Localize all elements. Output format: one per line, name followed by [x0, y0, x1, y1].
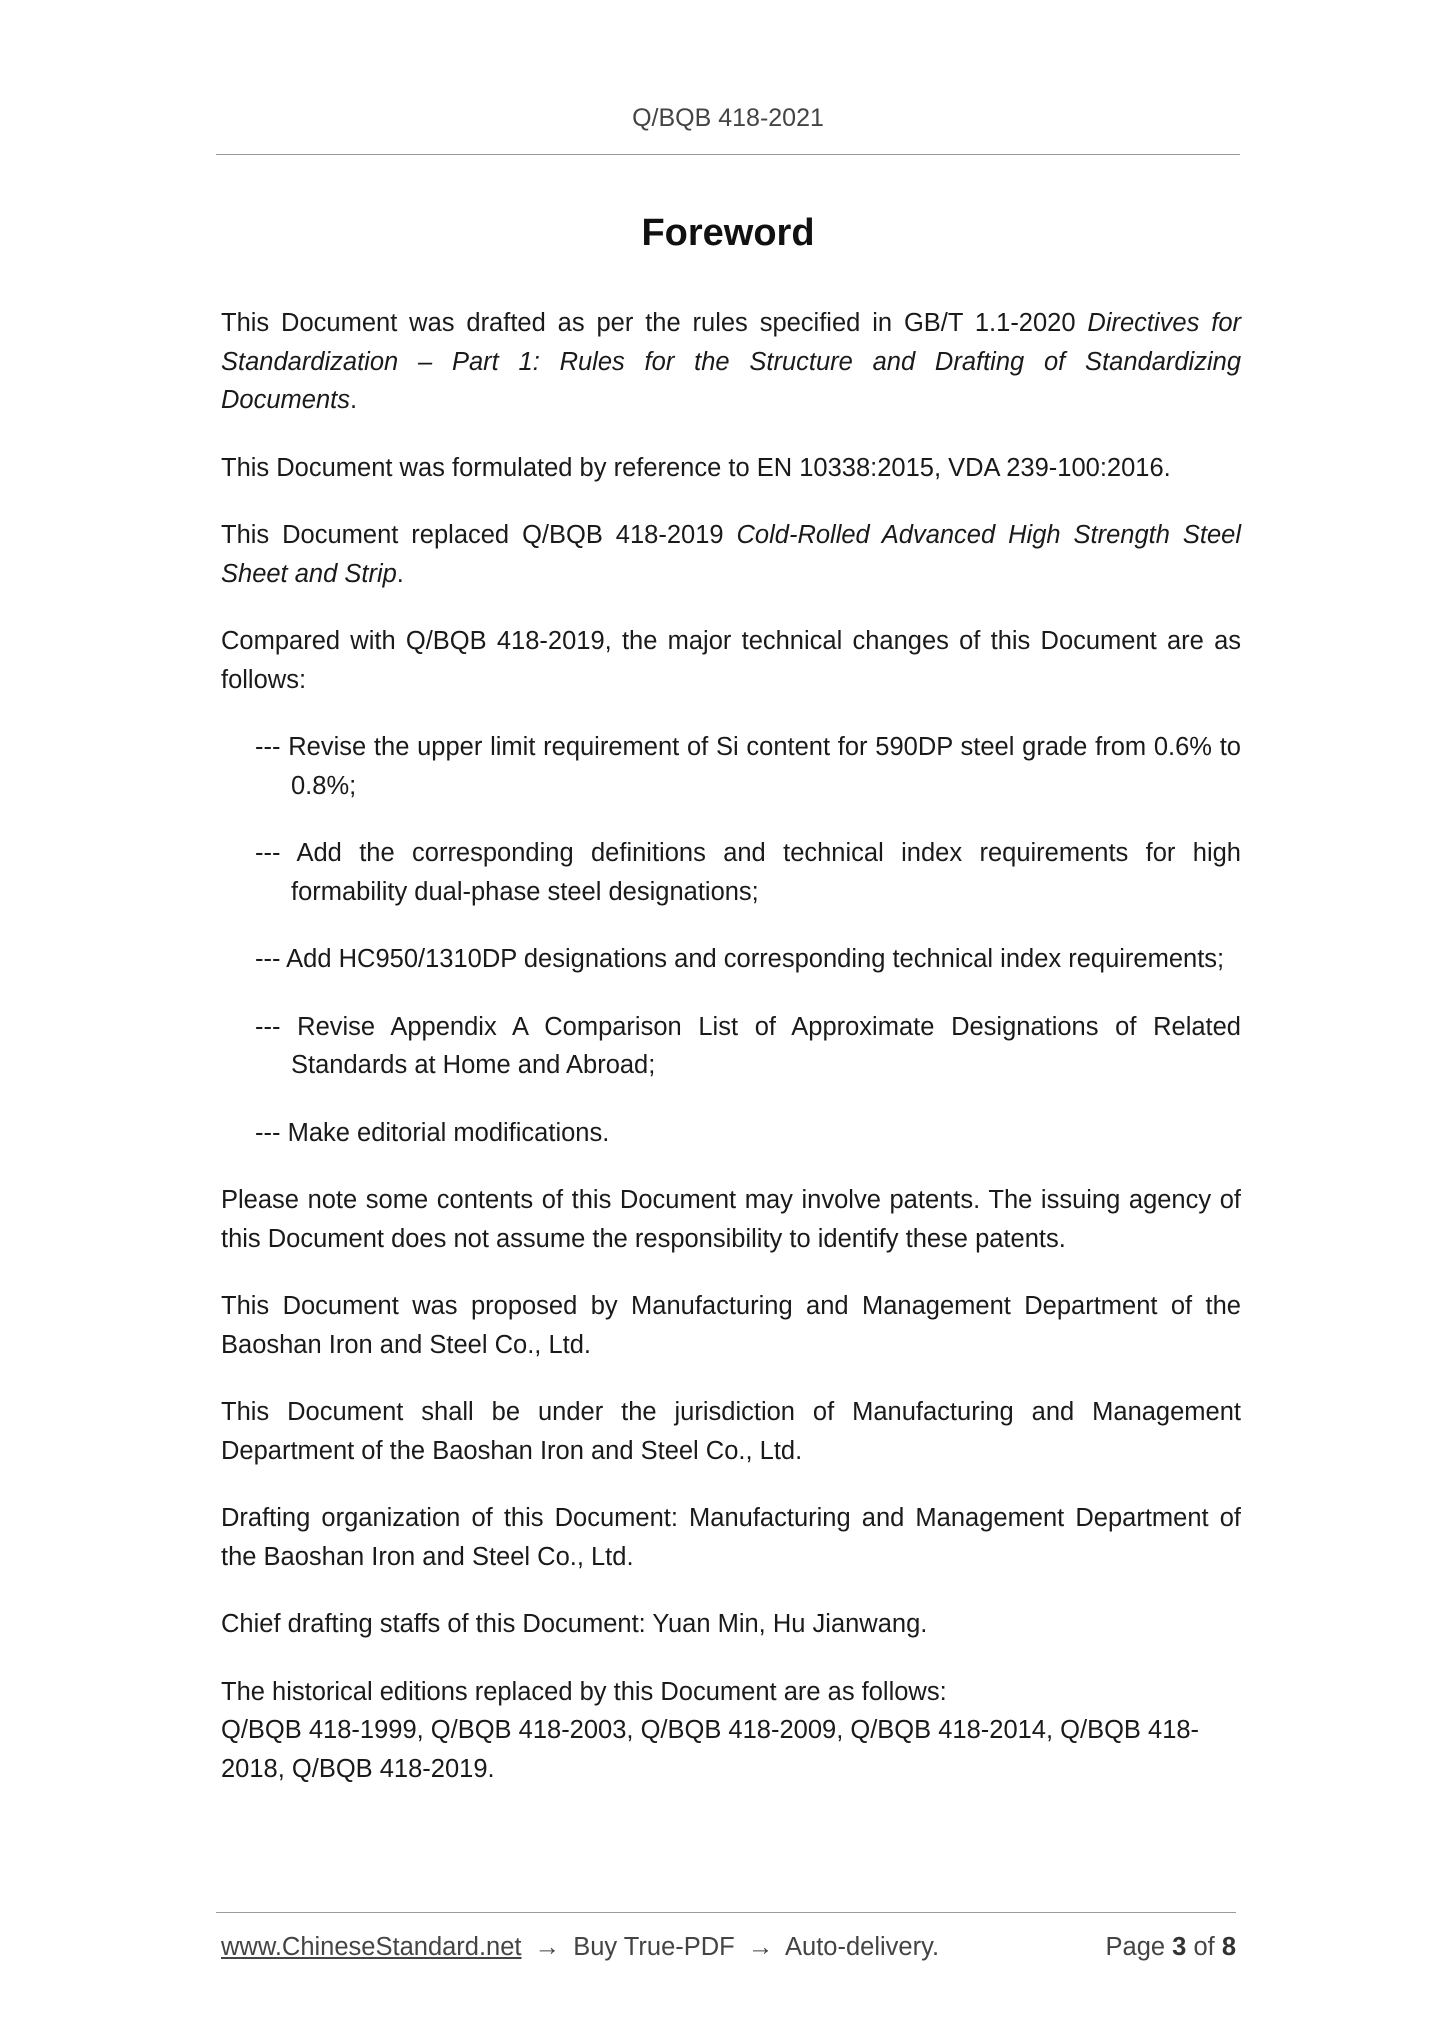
change-item: [221, 1114, 1241, 1153]
paragraph-historical-editions: [221, 1673, 1241, 1789]
dash-marker: ---: [255, 1012, 281, 1041]
change-item-text: Add HC950/1310DP designations and corresponding technical index requirements;: [286, 945, 1225, 973]
paragraph-patents: Please note some contents of this Document may involve patents. The issuing agency of this Document does not assume the responsibility to identify these patents.: [221, 1186, 1241, 1253]
paragraph-text: .: [396, 559, 404, 588]
change-item: [221, 1008, 1241, 1085]
standard-title-italic: Directives for Standardization – Part 1: Rules for the Structure and Drafting of Standardizing Documents: [221, 309, 1241, 414]
footer-divider: [216, 1912, 1236, 1913]
of-label: of: [1193, 1933, 1215, 1961]
paragraph-text: This Document was drafted as per the rules specified in GB/T 1.1-2020: [221, 309, 1088, 337]
page-title: Foreword: [641, 212, 815, 254]
page-label: Page: [1105, 1933, 1166, 1961]
change-item-text: Revise Appendix A Comparison List of Approximate Designations of Related Standards at Home and Abroad;: [291, 1012, 1241, 1079]
change-item-text: Revise the upper limit requirement of Si content for 590DP steel grade from 0.6% to 0.8%;: [288, 733, 1241, 800]
paragraph-jurisdiction: This Document shall be under the jurisdiction of Manufacturing and Management Department of the Baoshan Iron and Steel Co., Ltd.: [221, 1398, 1241, 1465]
paragraph-text: This Document replaced Q/BQB 418-2019: [221, 521, 737, 549]
paragraph-changes-intro: Compared with Q/BQB 418-2019, the major technical changes of this Document are as follows:: [221, 627, 1241, 694]
auto-delivery-text: Auto-delivery.: [785, 1933, 940, 1961]
dash-marker: ---: [255, 1118, 281, 1147]
paragraph-text: The historical editions replaced by this Document are as follows:: [221, 1677, 947, 1706]
change-item: [221, 940, 1241, 979]
paragraph-drafting-organization: Drafting organization of this Document: Manufacturing and Management Department of the Baoshan Iron and Steel Co., Ltd.: [221, 1504, 1241, 1571]
page-footer: [221, 1933, 1236, 1962]
page-header-doc-code: Q/BQB 418-2021: [632, 104, 824, 132]
foreword-body: [221, 304, 1241, 1817]
change-item: [221, 728, 1241, 805]
paragraph-replaced: [221, 516, 1241, 593]
arrow-right-icon: →: [747, 1933, 774, 1961]
editions-list: Q/BQB 418-1999, Q/BQB 418-2003, Q/BQB 418-2009, Q/BQB 418-2014, Q/BQB 418-2018, Q/BQB 418-2019.: [221, 1716, 1200, 1783]
website-link[interactable]: www.ChineseStandard.net: [221, 1933, 522, 1961]
change-item: [221, 834, 1241, 911]
paragraph-drafting-staff: Chief drafting staffs of this Document: Yuan Min, Hu Jianwang.: [221, 1610, 928, 1638]
change-item-text: Add the corresponding definitions and technical index requirements for high formability dual-phase steel designations;: [291, 839, 1241, 906]
standard-title-italic: Cold-Rolled Advanced High Strength Steel Sheet and Strip: [221, 521, 1241, 588]
header-divider: [216, 154, 1240, 155]
paragraph-proposed-by: This Document was proposed by Manufacturing and Management Department of the Baoshan Iron and Steel Co., Ltd.: [221, 1292, 1241, 1359]
page-number: [1106, 1933, 1237, 1962]
arrow-right-icon: →: [534, 1933, 561, 1961]
change-item-text: Make editorial modifications.: [287, 1118, 610, 1147]
dash-marker: ---: [255, 733, 281, 761]
paragraph-text: .: [349, 386, 358, 414]
dash-marker: ---: [255, 945, 281, 973]
paragraph-references: This Document was formulated by reference to EN 10338:2015, VDA 239-100:2016.: [221, 453, 1171, 482]
dash-marker: ---: [255, 839, 281, 867]
buy-pdf-text: Buy True-PDF: [573, 1933, 735, 1961]
total-pages: 8: [1221, 1933, 1236, 1961]
paragraph-drafting-rules: [221, 304, 1241, 420]
current-page: 3: [1172, 1933, 1187, 1961]
